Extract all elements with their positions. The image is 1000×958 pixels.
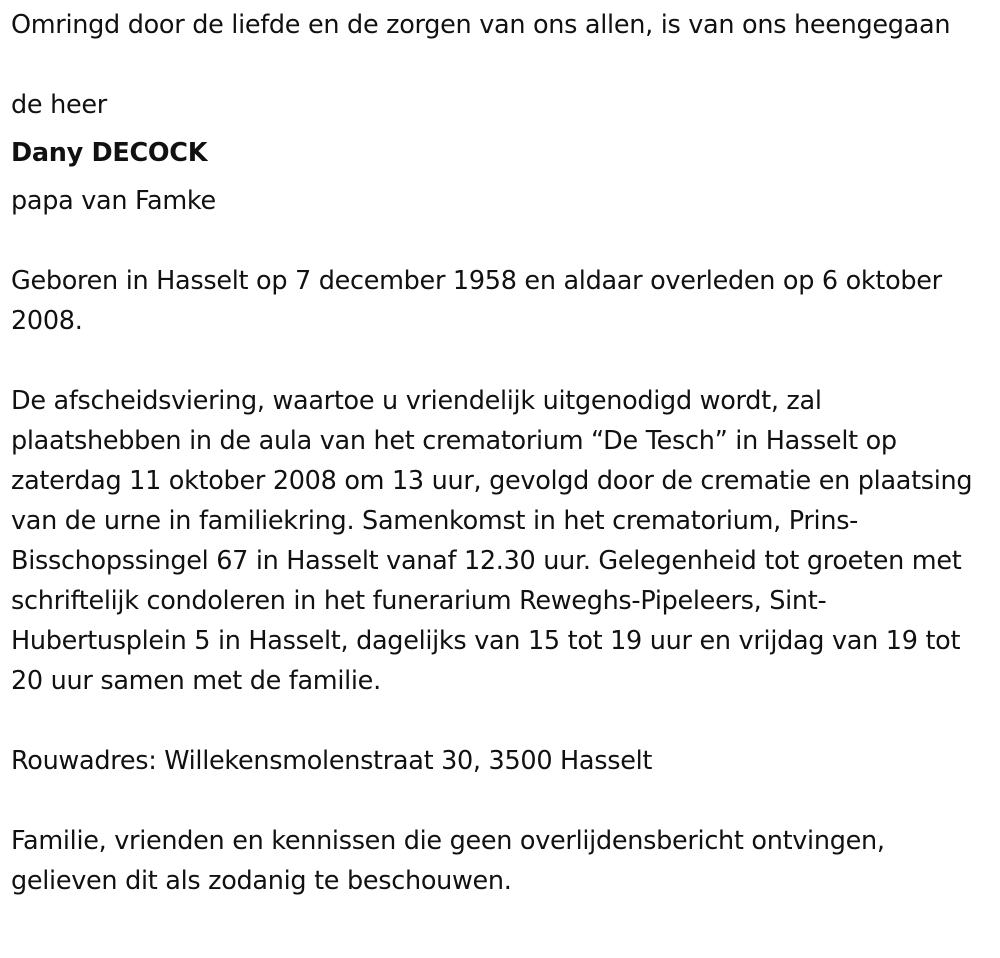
mourning-address: Rouwadres: Willekensmolenstraat 30, 3500 Hasselt (11, 746, 653, 776)
deceased-name: Dany DECOCK (11, 138, 208, 168)
relation-text: papa van Famke (11, 186, 216, 216)
ceremony-text: De afscheidsviering, waartoe u vriendelijk uitgenodigd wordt, zal plaatshebben in de aula van het crematorium “De Tesch” in Hasselt op zaterdag 11 oktober 2008 om 13 uur, gevolgd door de crematie en plaatsing van de urne in familiekring. Samenkomst in het crematorium, Prins-Bisschopssingel 67 in Hasselt vanaf 12.30 uur. Gelegenheid tot groeten met schriftelijk condoleren in het funerarium Reweghs-Pipeleers, Sint-Hubertusplein 5 in Hasselt, dagelijks van 15 tot 19 uur en vrijdag van 19 tot 20 uur samen met de familie. (11, 386, 973, 696)
title-text: de heer (11, 90, 107, 120)
birth-death-text: Geboren in Hasselt op 7 december 1958 en aldaar overleden op 6 oktober 2008. (11, 266, 942, 336)
intro-text: Omringd door de liefde en de zorgen van ons allen, is van ons heengegaan (11, 10, 951, 40)
closing-text: Familie, vrienden en kennissen die geen overlijdensbericht ontvingen, gelieven dit als zodanig te beschouwen. (11, 826, 885, 896)
obituary-notice (11, 5, 981, 901)
